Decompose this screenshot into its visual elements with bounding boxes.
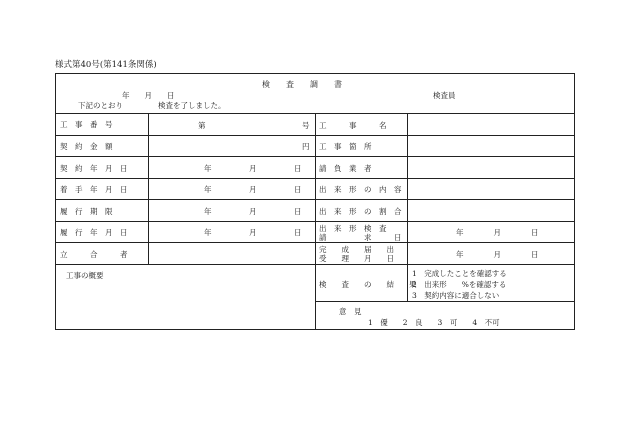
witness-label: 立 合 者 <box>60 250 128 259</box>
completion-date-value: 年 月 日 <box>204 228 302 237</box>
contract-amount-unit: 円 <box>302 142 310 151</box>
construction-site-label: 工 事 箇 所 <box>319 142 372 151</box>
construction-number-label: 工 事 番 号 <box>60 119 113 129</box>
completion-date-label: 履 行 年 月 日 <box>60 228 128 237</box>
completion-notice-label-1: 完 成 届 出 <box>319 245 394 254</box>
construction-number-prefix: 第 <box>198 121 206 130</box>
contract-amount-label: 契 約 金 額 <box>60 142 113 151</box>
construction-name-label: 工 事 名 <box>319 121 387 130</box>
contractor-label: 請 負 業 者 <box>319 164 372 173</box>
result-option-3: 3 契約内容に適合しない <box>412 291 500 300</box>
completion-notice-date: 年 月 日 <box>456 250 539 259</box>
statement-suffix: 検査を了しました。 <box>158 101 226 110</box>
contract-date-value: 年 月 日 <box>204 164 302 173</box>
start-date-value: 年 月 日 <box>204 185 302 194</box>
inspection-request-label-2: 請 求 日 <box>319 233 402 242</box>
completion-notice-label-2: 受 理 月 日 <box>319 254 394 263</box>
inspection-result-label: 検 査 の 結 果 <box>319 280 417 289</box>
deadline-value: 年 月 日 <box>204 207 302 216</box>
grid-line <box>315 301 575 302</box>
construction-number-suffix: 号 <box>302 121 310 130</box>
date-line: 年 月 日 <box>122 91 175 100</box>
start-date-label: 着 手 年 月 日 <box>60 185 128 194</box>
result-option-2: 2 出来形 %を確認する <box>412 280 507 289</box>
result-option-1: 1 完成したことを確認する <box>412 269 507 278</box>
opinion-scale: 1 優 2 良 3 可 4 不可 <box>368 318 500 327</box>
work-overview-label: 工事の概要 <box>66 271 104 280</box>
work-content-label: 出 来 形 の 内 容 <box>319 185 402 194</box>
deadline-label: 履 行 期 限 <box>60 207 113 216</box>
inspection-request-label-1: 出 来 形 検 査 <box>319 224 387 233</box>
form-number: 様式第40号(第141条関係) <box>55 60 157 70</box>
opinion-label: 意 見 <box>339 307 362 316</box>
inspection-request-date: 年 月 日 <box>456 228 539 237</box>
work-ratio-label: 出 来 形 の 割 合 <box>319 207 402 216</box>
inspector-label: 検査員 <box>433 91 456 100</box>
statement-prefix: 下記のとおり <box>78 101 123 110</box>
grid-line <box>148 113 149 264</box>
form-title: 検 査 調 書 <box>262 80 342 89</box>
grid-line <box>315 113 316 330</box>
contract-date-label: 契 約 年 月 日 <box>60 164 128 173</box>
grid-line <box>407 113 408 301</box>
